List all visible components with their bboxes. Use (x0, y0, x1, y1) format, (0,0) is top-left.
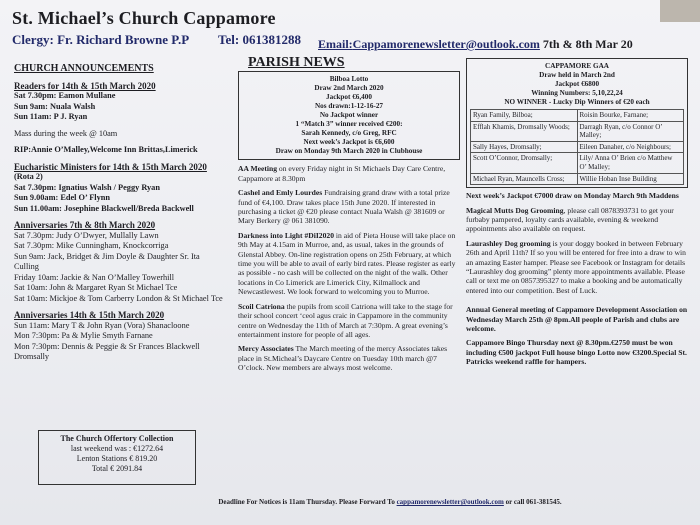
minister-line: Sun 11.00am: Josephine Blackwell/Breda Backwell (14, 203, 194, 213)
parish-news-heading: PARISH NEWS (248, 55, 345, 70)
anniversaries-heading-1: Anniversaries 7th & 8th March 2020 (14, 220, 156, 230)
table-row: Sally Hayes, Dromsally; Eileen Danaher, c/o Neighbours; (471, 141, 684, 153)
next-jackpot: Next week’s Jackpot €7000 draw on Monday March 9th Maddens (466, 191, 679, 201)
issue-date: 7th & 8th Mar 20 (542, 37, 633, 51)
gaa-line: Jackpot €6800 (554, 80, 600, 88)
lotto-line: 1 “Match 3” winner received €200: (295, 120, 403, 129)
lotto-line: Draw on Monday 9th March 2020 in Clubhouse (275, 147, 423, 156)
lotto-line: Nos drawn:1-12-16-27 (314, 102, 384, 111)
rota-label: (Rota 2) (14, 172, 43, 181)
footer-deadline: Deadline For Notices is 11am Thursday. Please Forward To cappamorenewsletter@outlook.com or call 061-381545. (218, 498, 562, 506)
offertory-line: Total € 2091.84 (91, 464, 143, 473)
table-background (660, 0, 700, 22)
anniversary-line: Sun 9am: Jack, Bridget & Jim Doyle & Daughter Sr. Ita Culling (14, 251, 200, 271)
lotto-line: Jackpot €6,400 (326, 93, 372, 102)
lotto-line: Draw 2nd March 2020 (314, 84, 384, 93)
table-row: Ryan Family, Bilboa; Roisin Bourke, Farnane; (471, 110, 684, 122)
lotto-line: Next week’s Jackpot is €6,600 (303, 138, 395, 147)
gaa-title: CAPPAMORE GAA (545, 62, 609, 70)
church-announcements-heading: CHURCH ANNOUNCEMENTS (14, 63, 154, 74)
reader-line: Sun 9am: Nuala Walsh (14, 101, 96, 111)
table-row: Scott O’Connor, Dromsally; Lily/ Anna O’ Brien c/o Matthew O’ Malley; (471, 153, 684, 173)
table-row: Michael Ryan, Mauncells Cross; Willie Hoban Inse Building (471, 173, 684, 185)
minister-line: Sat 7.30pm: Ignatius Walsh / Peggy Ryan (14, 182, 160, 192)
anniversary-line: Mon 7:30pm: Pa & Mylie Smyth Farnane (14, 331, 153, 340)
bingo-notice: Cappamore Bingo Thursday next @ 8.30pm.€2750 must be won including €500 jackpot Full house bingo Lotto now €3200.Special St. Patricks weekend raffle for hampers. (466, 338, 687, 367)
parish-news-column (238, 55, 460, 378)
mass-times: Mass during the week @ 10am (14, 128, 118, 138)
gaa-line: Winning Numbers: 5,10,22,24 (531, 89, 623, 97)
offertory-line: last weekend was : €1272.64 (70, 444, 164, 453)
lotto-line: No Jackpot winner (319, 111, 379, 120)
anniversary-line: Friday 10am: Jackie & Nan O’Malley Towerhill (14, 272, 175, 282)
rip-notice: RIP:Annie O’Malley,Welcome Inn Brittas,Limerick (14, 145, 198, 154)
anniversary-line: Mon 7:30pm: Dennis & Peggie & Sr Frances Blackwell Dromsally (14, 341, 200, 361)
anniversary-line: Sat 10am: Mickjoe & Tom Carberry London & St Michael Tce (14, 293, 223, 303)
right-column (466, 58, 688, 372)
footer-email[interactable]: cappamorenewsletter@outlook.com (396, 498, 504, 506)
news-item: Darkness into Light #DiI2020 in aid of Pieta House will take place on 9th May at 4.15am in Murroe, and, as usual, takes in the grounds of Glenstal Abbey. On-line registration opens on 25th February, at which time you will be able to avail of early bird rates. Please register as early as possible - no cash will be collected on the night of the walk. Other locations in Co Limerick are Limerick City, Kilmallock and Newcastlewest. We look forward to welcoming you to Murroe. (238, 230, 456, 297)
lotto-line: Sarah Kennedy, c/o Greg, RFC (301, 129, 397, 138)
anniversary-line: Sun 11am: Mary T & John Ryan (Vora) Shanacloone (14, 320, 190, 330)
offertory-box (38, 430, 196, 485)
anniversary-line: Sat 7.30pm: Mike Cunningham, Knockcorriga (14, 241, 169, 250)
news-item: Scoil Catriona the pupils from scoil Catriona will take to the stage for their school concert ‘ceol agus craic in Cappamore in the community centre on Wednesday the 11th of March at 7:30pm. A great evening’s entertainment instore for people of all ages. (238, 301, 453, 339)
news-item: Mercy Associates The March meeting of the mercy Associates takes place in St.Micheal’s Daycare Centre on Tuesday 10th march @7 O’clock. New members are always most welcome. (238, 344, 448, 373)
reader-line: Sun 11am: P J. Ryan (14, 112, 88, 121)
email-label: Email: (318, 37, 353, 51)
gaa-line: NO WINNER - Lucky Dip Winners of €20 each (504, 98, 650, 106)
eucharistic-heading: Eucharistic Ministers for 14th & 15th March 2020 (14, 161, 207, 172)
agm-notice: Annual General meeting of Cappamore Development Association on Wednesday March 25th @ 8pm.All people of Parish and clubs are welcome. (466, 305, 688, 334)
offertory-line: Lenton Stations € 819.20 (76, 454, 158, 463)
news-item: Cashel and Emly Lourdes Fundraising grand draw with a total prize fund of €4,100. Draw takes place 15th June 2020. If interested in purchasing a ticket @ €20 please contact Nuala Walsh @ 381609 or Mary Berkery @ 061 381090. (238, 188, 450, 226)
newsletter-title: St. Michael’s Church Cappamore (12, 8, 276, 28)
clergy-line: Clergy: Fr. Richard Browne P.P (12, 32, 190, 47)
winners-table (470, 109, 684, 185)
notice-item: Magical Mutts Dog Grooming, please call 0878393731 to get your furbaby pampered, loyalty cards available, evening & weekend appointments also available on request. (466, 205, 674, 234)
anniversary-line: Sat 10am: John & Margaret Ryan St Michael Tce (14, 283, 178, 292)
news-item: AA Meeting on every Friday night in St Michaels Day Care Centre, Cappamore at 8.30pm (238, 164, 446, 183)
bilboa-lotto-box (238, 71, 460, 160)
email-line (318, 37, 633, 52)
church-announcements-column (14, 58, 224, 363)
telephone-line: Tel: 061381288 (218, 32, 301, 47)
lotto-line: Bilboa Lotto (329, 75, 369, 84)
anniversaries-heading-2: Anniversaries 14th & 15th March 2020 (14, 310, 165, 320)
notice-item: Laurashley Dog grooming is your doggy booked in between February 26th and April 11th? If so you will be entered for free into a draw to win an amazing Easter hamper. Please see Facebook or Instagram for details “Laurashley dog grooming” plenty more appointments available. Please call or text me on 0857395327 to make a booking and be automatically entered into our competition. Best of Luck. (466, 238, 686, 295)
anniversary-line: Sat 7.30pm: Judy O’Dwyer, Mullally Lawn (14, 230, 159, 240)
readers-heading: Readers for 14th & 15th March 2020 (14, 80, 156, 91)
table-row: Efflah Khamis, Dromsally Woods; Darragh Ryan, c/o Connor O’ Malley; (471, 121, 684, 141)
gaa-lotto-box (466, 58, 688, 188)
minister-line: Sun 9.00am: Edel O’ Flynn (14, 193, 110, 202)
offertory-title: The Church Offertory Collection (60, 434, 174, 443)
email-address[interactable]: Cappamorenewsletter@outlook.com (352, 37, 540, 51)
reader-line: Sat 7.30pm: Eamon Mullane (14, 91, 116, 100)
gaa-line: Draw held in March 2nd (539, 71, 615, 79)
